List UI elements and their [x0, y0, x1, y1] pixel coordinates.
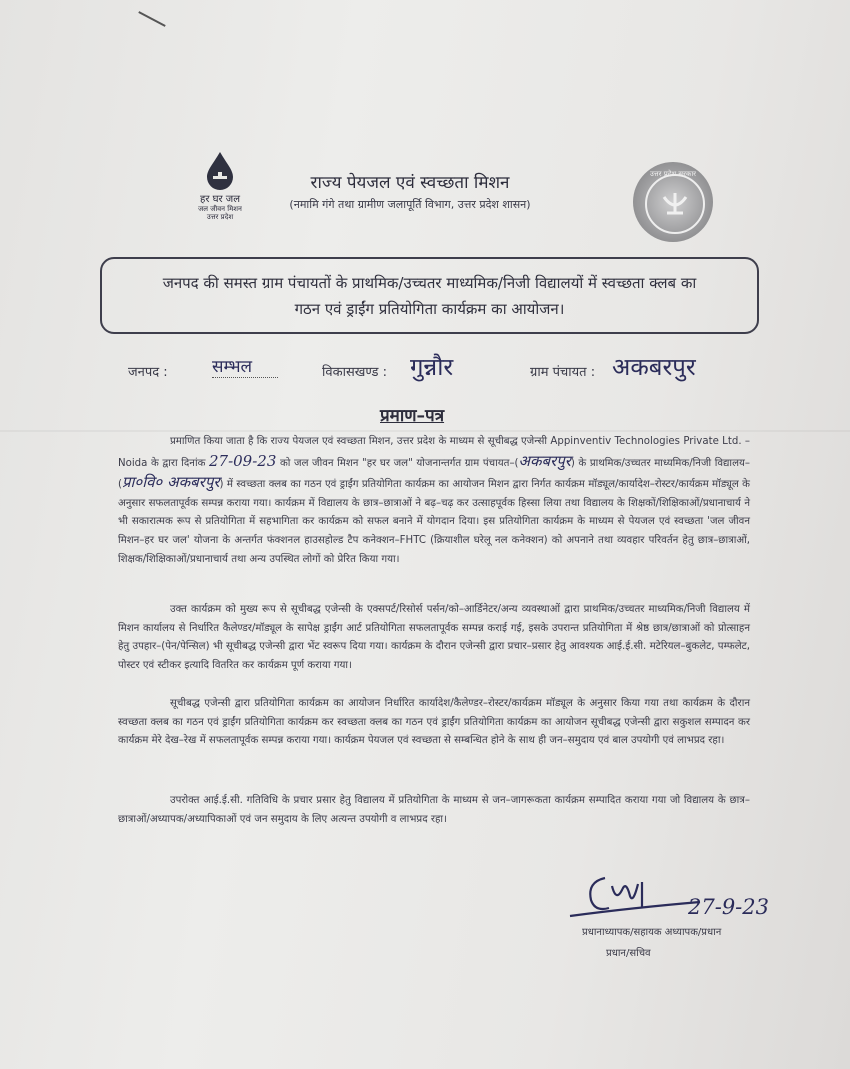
- district-label: जनपद :: [128, 365, 168, 380]
- signatory-role-2: प्रधान/सचिव: [606, 948, 651, 959]
- signature-date: 27-9-23: [688, 895, 769, 919]
- panchayat-label: ग्राम पंचायत :: [530, 365, 596, 380]
- filled-school: प्रा०वि० अकबरपुर: [121, 473, 220, 492]
- logo-text-1: हर घर जल: [200, 194, 240, 205]
- paragraph-2: उक्त कार्यक्रम को मुख्य रूप से सूचीबद्ध एजेन्सी के एक्सपर्ट/रिसोर्स पर्सन/को–आर्डिनेटर/अन्य व्यवस्थाओं द्वारा प्राथमिक/उच्चतर माध्यमिक/निजी विद्यालय में मिशन कार्यालय से निर्धारित कैलेण्डर/मॉड्यूल के सापेक्ष ड्राईंग आर्ट प्रतियोगिता सफलतापूर्वक सम्पन्न कराई गई, इसके उपरान्त प्रतियोगिता में श्रेष्ठ छात्र/छात्राओं को प्रोत्साहन हेतु उपहार–(पेन/पेन्सिल) भी सूचीबद्ध एजेन्सी द्वारा भेंट स्वरूप दिया गया। कार्यक्रम के दौरान एजेन्सी द्वारा प्रचार–प्रसार हेतु आवश्यक आई.ई.सी. मटेरियल–बुकलेट, पम्फलेट, पोस्टर एवं स्टीकर इत्यादि वितरित कर कार्यक्रम पूर्ण कराया गया।: [118, 604, 750, 671]
- certificate-title: प्रमाण–पत्र: [380, 406, 445, 426]
- logo-text-3: उत्तर प्रदेश: [206, 213, 234, 221]
- water-drop-icon: [205, 150, 235, 190]
- logo-text-2: जल जीवन मिशन: [198, 205, 242, 213]
- location-fields: [0, 353, 850, 392]
- banner-line-1: जनपद की समस्त ग्राम पंचायतों के प्राथमिक/उच्चतर माध्यमिक/निजी विद्यालयों में स्वच्छता क्लब का: [162, 274, 697, 292]
- para1-text-b: को जल जीवन मिशन "हर घर जल" योजनान्तर्गत ग्राम पंचायत–(: [279, 457, 519, 469]
- panchayat-value: अकबरपुर: [612, 353, 696, 381]
- staple-mark: [138, 11, 165, 27]
- department-subtitle: (नमामि गंगे तथा ग्रामीण जलापूर्ति विभाग, उत्तर प्रदेश शासन): [289, 198, 531, 211]
- filled-date: 27-09-23: [208, 451, 277, 470]
- paper-fold: [0, 430, 850, 432]
- subject-banner: [100, 257, 759, 334]
- jal-jeevan-mission-logo: [180, 150, 260, 240]
- department-title: राज्य पेयजल एवं स्वच्छता मिशन: [310, 173, 510, 193]
- banner-line-2: गठन एवं ड्राईंग प्रतियोगिता कार्यक्रम का आयोजन।: [294, 300, 565, 318]
- header-block: [250, 170, 570, 212]
- para1-text-d: ) में स्वच्छता क्लब का गठन एवं ड्राईंग प्रतियोगिता कार्यक्रम का आयोजन मिशन द्वारा निर्गत कार्यक्रम मॉड्यूल/कार्यादेश–रोस्टर/कार्यक्रम मॉड्यूल के अनुसार सफलतापूर्वक सम्पन्न कराया गया। कार्यक्रम में विद्यालय के छात्र–छात्राओं ने बढ़–चढ़ कर उत्साहपूर्वक हिस्सा लिया तथा विद्यालय के शिक्षकों/शिक्षिकाओं/प्रधानाचार्य ने भी सकारात्मक रूप से प्रतियोगिता में सहभागिता कर कार्यक्रम को सफल बनाने में योगदान दिया। इस प्रतियोगिता कार्यक्रम के माध्यम से पेयजल एवं स्वच्छता 'जल जीवन मिशन–हर घर जल' योजना के अन्तर्गत फंक्शनल हाउसहोल्ड टैप कनेक्शन–FHTC (क्रियाशील घरेलू नल कनेक्शन) को अपनाने तथा व्यवहार परिवर्तन हेतु छात्र–छात्राओं, शिक्षक/शिक्षिकाओं/प्रधानाचार्य तथा अन्य उपस्थित लोगों को प्रेरित किया गया।: [118, 479, 750, 565]
- paragraph-3: सूचीबद्ध एजेन्सी द्वारा प्रतियोगिता कार्यक्रम का आयोजन निर्धारित कार्यादेश/कैलेण्डर–रोस्टर/कार्यक्रम मॉड्यूल के अनुसार किया गया तथा कार्यक्रम के दौरान स्वच्छता क्लब का गठन एवं ड्राईंग प्रतियोगिता कार्यक्रम कर स्वच्छता क्लब का गठन एवं ड्राईंग प्रतियोगिता कार्यक्रम का आयोजन सूचीबद्ध एजेन्सी द्वारा सकुशल सम्पादन कर कार्यक्रम मेरे देख–रेख में सफलतापूर्वक सम्पन्न कराया गया। कार्यक्रम पेयजल एवं स्वच्छता से सम्बन्धित होने के साथ ही जन–समुदाय एवं बाल उपयोगी एवं लाभप्रद रहा।: [118, 698, 750, 747]
- block-label: विकासखण्ड :: [322, 365, 388, 380]
- signatory-role: प्रधानाध्यापक/सहायक अध्यापक/प्रधान: [582, 927, 722, 938]
- filled-panchayat: अकबरपुर: [518, 451, 571, 470]
- seal-text: उत्तर प्रदेश सरकार: [649, 170, 697, 178]
- block-value: गुन्नौर: [410, 353, 454, 381]
- para1-text-a: प्रमाणित किया जाता है कि राज्य पेयजल एवं स्वच्छता मिशन, उत्तर प्रदेश के माध्यम से सूचीबद्ध एजेन्सी Appinventiv Technologies Private Ltd. – Noida के द्वारा दिनांक: [118, 436, 750, 469]
- signature-block: [560, 868, 800, 963]
- district-value: सम्भल: [212, 354, 278, 378]
- para1-text-c: ) के प्राथमिक/उच्चतर माध्यमिक/निजी विद्यालय–(: [118, 457, 750, 491]
- seal-emblem-icon: [645, 174, 705, 234]
- paragraph-1: [118, 433, 750, 569]
- paragraph-4: उपरोक्त आई.ई.सी. गतिविधि के प्रचार प्रसार हेतु विद्यालय में प्रतियोगिता के माध्यम से जन–जागरूकता कार्यक्रम सम्पादित कराया गया जो विद्यालय के छात्र–छात्राओं/अध्यापक/अध्यापिकाओं एवं जन समुदाय के लिए अत्यन्त उपयोगी व लाभप्रद रहा।: [118, 795, 750, 825]
- government-seal: [633, 162, 713, 242]
